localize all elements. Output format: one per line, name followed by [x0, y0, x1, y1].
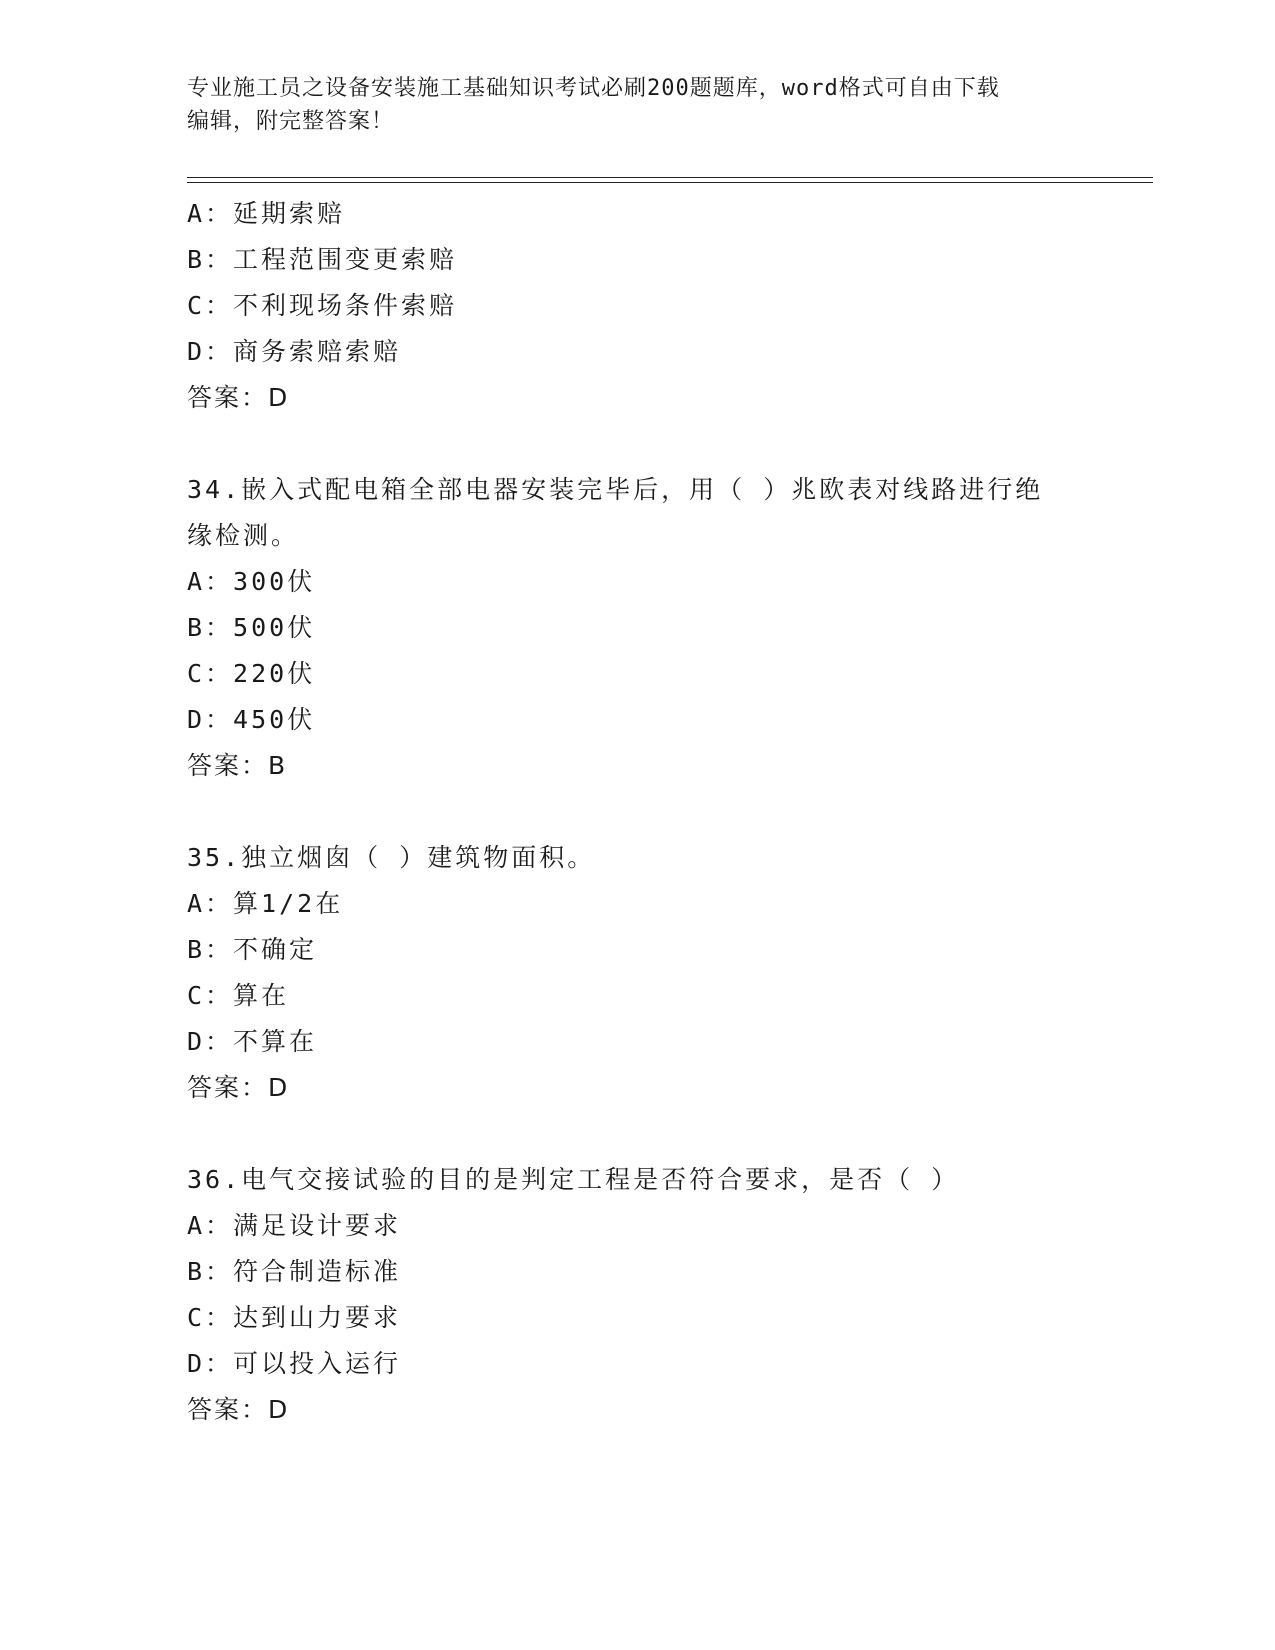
question-block-33: [187, 191, 1087, 421]
block-spacer: [187, 1111, 1087, 1157]
option-b: B：工程范围变更索赔: [187, 245, 458, 274]
question-text-line: 36.电气交接试验的目的是判定工程是否符合要求，是否（ ）: [187, 1165, 960, 1194]
option-d: D：450伏: [187, 705, 316, 734]
option-c: C：不利现场条件索赔: [187, 291, 458, 320]
header-line-1: 专业施工员之设备安装施工基础知识考试必刷200题题库，word格式可自由下载: [187, 76, 1000, 101]
option-b: B：不确定: [187, 935, 318, 964]
answer-line: 答案：B: [187, 751, 288, 780]
option-c: C：达到山力要求: [187, 1303, 402, 1332]
block-spacer: [187, 421, 1087, 467]
question-text-line: 34.嵌入式配电箱全部电器安装完毕后，用（ ）兆欧表对线路进行绝: [187, 475, 1044, 504]
question-text-line: 缘检测。: [187, 521, 300, 550]
question-block-34: [187, 467, 1087, 789]
question-text-line: 35.独立烟囱（ ）建筑物面积。: [187, 843, 596, 872]
header-line-2: 编辑，附完整答案！: [187, 109, 395, 134]
option-a: A：300伏: [187, 567, 316, 596]
option-d: D：不算在: [187, 1027, 318, 1056]
answer-line: 答案：D: [187, 383, 290, 412]
option-a: A：延期索赔: [187, 199, 346, 228]
block-spacer: [187, 789, 1087, 835]
option-c: C：220伏: [187, 659, 316, 688]
option-d: D：可以投入运行: [187, 1349, 402, 1378]
header-rule-top: [187, 177, 1153, 178]
option-b: B：500伏: [187, 613, 316, 642]
option-d: D：商务索赔索赔: [187, 337, 402, 366]
option-a: A：满足设计要求: [187, 1211, 402, 1240]
option-a: A：算1/2在: [187, 889, 344, 918]
header-rule-bottom: [187, 182, 1153, 183]
answer-line: 答案：D: [187, 1395, 290, 1424]
option-c: C：算在: [187, 981, 290, 1010]
answer-line: 答案：D: [187, 1073, 290, 1102]
option-b: B：符合制造标准: [187, 1257, 402, 1286]
question-content: [187, 191, 1087, 1433]
question-block-36: [187, 1157, 1087, 1433]
document-header: [187, 72, 1067, 138]
question-block-35: [187, 835, 1087, 1111]
